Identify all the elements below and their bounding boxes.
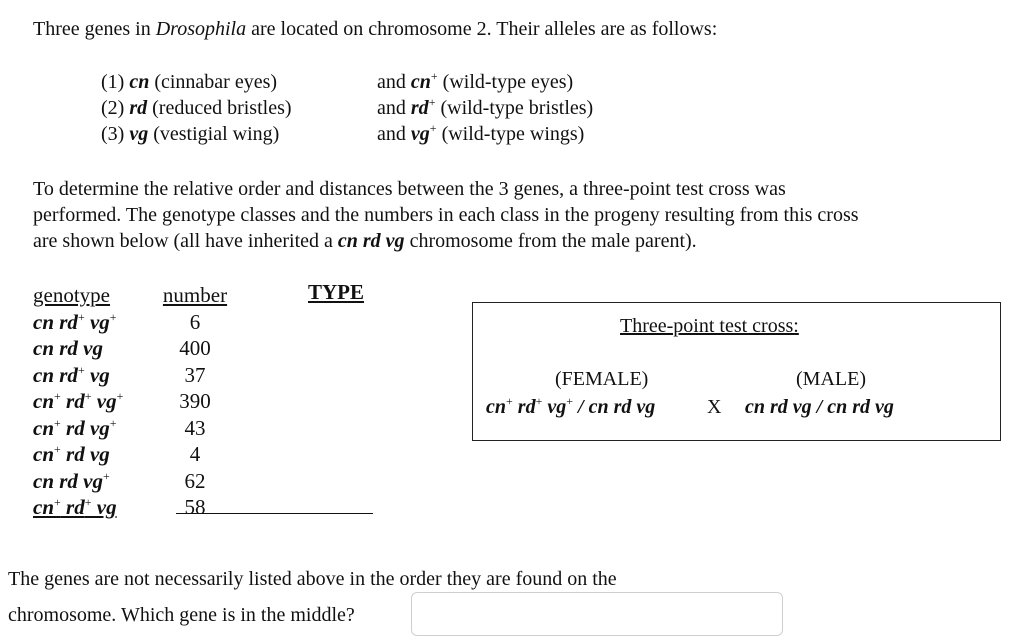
cross-description: To determine the relative order and distances between the 3 genes, a three-point test cross was performed. The genotype classes and the numbers in each class in the progeny resulting from this cross are shown below (all have inherited a cn rd vg chromosome from the male parent).	[33, 178, 859, 252]
number-cell: 43	[184, 415, 206, 440]
answer-input[interactable]	[411, 592, 783, 636]
type-header: TYPE	[308, 280, 365, 304]
question-line-1: The genes are not necessarily listed above in the order they are found on the	[8, 568, 617, 590]
number-cell: 390	[179, 389, 211, 413]
problem-intro: Three genes in Drosophila are located on chromosome 2. Their alleles are as follows:	[33, 18, 718, 40]
number-cell: 6	[189, 309, 201, 334]
genotype-cell: cn rd+ vg+	[33, 309, 117, 334]
male-genotype: cn rd vg / cn rd vg	[745, 396, 894, 418]
wt-allele-row-3: and vg+ (wild-type wings)	[377, 121, 585, 145]
wt-allele-row-2: and rd+ (wild-type bristles)	[377, 95, 594, 119]
female-genotype: cn+ rd+ vg+ / cn rd vg	[486, 394, 656, 418]
genotype-cell: cn+ rd vg	[33, 442, 110, 466]
cross-title: Three-point test cross:	[620, 315, 799, 337]
female-label: (FEMALE)	[555, 368, 649, 390]
male-label: (MALE)	[796, 368, 866, 390]
number-column	[160, 282, 230, 521]
allele-row-2: (2) rd (reduced bristles)	[101, 97, 292, 119]
genotype-header: genotype	[33, 283, 110, 307]
question-line-2: chromosome. Which gene is in the middle?	[8, 604, 355, 626]
genotype-cell: cn+ rd+ vg+	[33, 389, 124, 413]
wt-allele-row-1: and cn+ (wild-type eyes)	[377, 69, 574, 93]
genotype-cell: cn rd vg+	[33, 468, 110, 493]
number-cell: 62	[184, 468, 206, 493]
number-cell: 37	[184, 362, 206, 387]
genotype-cell: cn+ rd vg+	[33, 415, 117, 440]
allele-row-3: (3) vg (vestigial wing)	[101, 123, 280, 145]
number-cell: 4	[189, 442, 201, 466]
genotype-cell: cn rd vg	[33, 336, 103, 360]
number-cell: 58	[184, 495, 206, 519]
species-name: Drosophila	[155, 18, 247, 40]
genotype-cell: cn+ rd+ vg	[33, 495, 117, 519]
genotype-column	[33, 282, 123, 521]
mutant-allele-list	[101, 69, 292, 147]
number-cell: 400	[179, 336, 211, 360]
allele-row-1: (1) cn (cinnabar eyes)	[101, 71, 278, 93]
wildtype-allele-list	[377, 69, 593, 147]
genotype-cell: cn rd+ vg	[33, 362, 110, 387]
type-column-rule	[176, 513, 373, 514]
number-header: number	[162, 283, 228, 307]
cross-symbol: X	[707, 396, 722, 418]
